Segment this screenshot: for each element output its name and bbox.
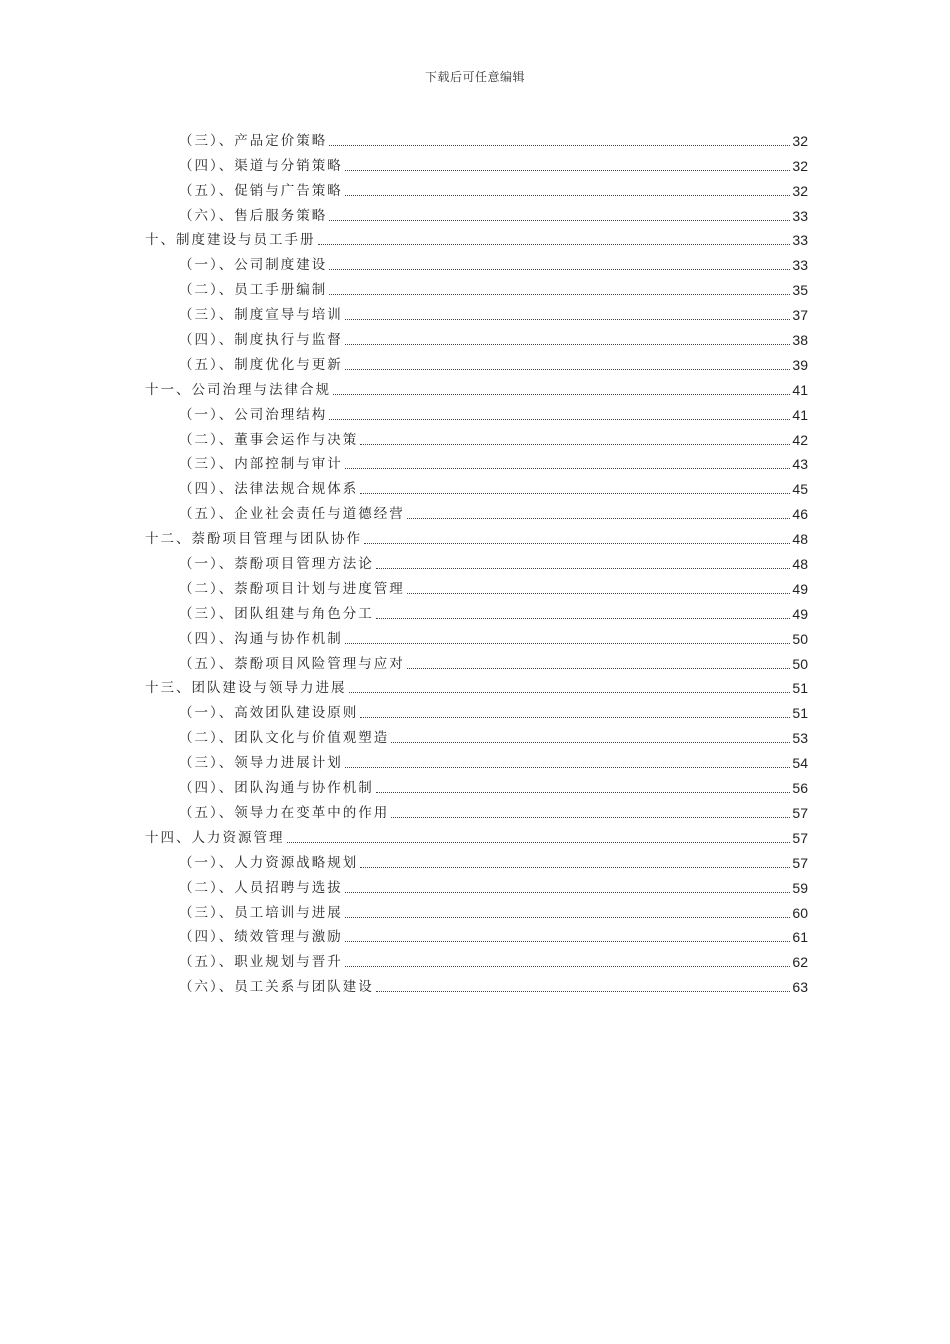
toc-entry-label: （四）、渠道与分销策略: [179, 157, 343, 174]
toc-dot-leader: [345, 170, 791, 171]
toc-entry-label: （五）、职业规划与晋升: [179, 954, 343, 971]
toc-dot-leader: [407, 518, 791, 519]
toc-page-number: 42: [792, 431, 808, 448]
toc-page-number: 51: [792, 705, 808, 722]
toc-section-entry[interactable]: [145, 150, 808, 175]
toc-section-entry[interactable]: [145, 299, 808, 324]
toc-page-number: 50: [792, 655, 808, 672]
toc-page-number: 45: [792, 481, 808, 498]
toc-dot-leader: [345, 643, 791, 644]
toc-dot-leader: [407, 668, 791, 669]
toc-entry-label: （三）、产品定价策略: [179, 132, 328, 149]
toc-chapter-entry[interactable]: [145, 374, 808, 399]
toc-section-entry[interactable]: [145, 797, 808, 822]
toc-page-number: 50: [792, 630, 808, 647]
toc-section-entry[interactable]: [145, 125, 808, 150]
toc-dot-leader: [345, 195, 791, 196]
toc-section-entry[interactable]: [145, 648, 808, 673]
toc-page-number: 48: [792, 556, 808, 573]
toc-dot-leader: [391, 742, 790, 743]
toc-entry-label: （三）、员工培训与进展: [179, 904, 343, 921]
toc-page-number: 48: [792, 531, 808, 548]
toc-dot-leader: [407, 593, 791, 594]
toc-entry-label: （六）、售后服务策略: [179, 207, 328, 224]
toc-entry-label: （五）、企业社会责任与道德经营: [179, 506, 405, 523]
toc-page-number: 51: [792, 680, 808, 697]
toc-page-number: 62: [792, 954, 808, 971]
toc-dot-leader: [345, 468, 791, 469]
toc-section-entry[interactable]: [145, 274, 808, 299]
toc-page-number: 41: [792, 406, 808, 423]
toc-dot-leader: [376, 568, 791, 569]
toc-dot-leader: [329, 269, 790, 270]
toc-chapter-entry[interactable]: [145, 673, 808, 698]
toc-dot-leader: [345, 917, 791, 918]
toc-page-number: 33: [792, 232, 808, 249]
toc-entry-label: （四）、绩效管理与激励: [179, 929, 343, 946]
toc-section-entry[interactable]: [145, 722, 808, 747]
toc-section-entry[interactable]: [145, 623, 808, 648]
toc-page-number: 35: [792, 282, 808, 299]
toc-dot-leader: [345, 941, 791, 942]
toc-section-entry[interactable]: [145, 473, 808, 498]
toc-page-number: 38: [792, 332, 808, 349]
toc-entry-label: （三）、制度宣导与培训: [179, 307, 343, 324]
toc-section-entry[interactable]: [145, 598, 808, 623]
toc-dot-leader: [287, 842, 791, 843]
toc-section-entry[interactable]: [145, 897, 808, 922]
toc-entry-label: （一）、人力资源战略规划: [179, 854, 359, 871]
toc-section-entry[interactable]: [145, 922, 808, 947]
toc-section-entry[interactable]: [145, 498, 808, 523]
toc-dot-leader: [360, 717, 790, 718]
toc-entry-label: （二）、萘酚项目计划与进度管理: [179, 580, 405, 597]
toc-dot-leader: [329, 419, 790, 420]
toc-entry-label: （一）、公司治理结构: [179, 406, 328, 423]
toc-page-number: 32: [792, 157, 808, 174]
toc-dot-leader: [364, 543, 790, 544]
toc-section-entry[interactable]: [145, 747, 808, 772]
toc-page-number: 32: [792, 182, 808, 199]
toc-page-number: 37: [792, 307, 808, 324]
toc-page-number: 53: [792, 730, 808, 747]
toc-entry-label: 十二、萘酚项目管理与团队协作: [145, 531, 362, 548]
toc-entry-label: （一）、公司制度建设: [179, 257, 328, 274]
toc-page-number: 56: [792, 780, 808, 797]
toc-dot-leader: [345, 344, 791, 345]
toc-page-number: 33: [792, 207, 808, 224]
toc-dot-leader: [376, 618, 791, 619]
toc-entry-label: 十、制度建设与员工手册: [145, 232, 316, 249]
toc-entry-label: （一）、高效团队建设原则: [179, 705, 359, 722]
toc-entry-label: （四）、法律法规合规体系: [179, 481, 359, 498]
toc-dot-leader: [345, 892, 791, 893]
toc-page-number: 61: [792, 929, 808, 946]
toc-chapter-entry[interactable]: [145, 822, 808, 847]
toc-section-entry[interactable]: [145, 399, 808, 424]
toc-entry-label: （二）、董事会运作与决策: [179, 431, 359, 448]
toc-dot-leader: [376, 792, 791, 793]
toc-page-number: 41: [792, 381, 808, 398]
toc-dot-leader: [376, 991, 791, 992]
toc-page-number: 39: [792, 356, 808, 373]
toc-page-number: 33: [792, 257, 808, 274]
toc-section-entry[interactable]: [145, 449, 808, 474]
toc-section-entry[interactable]: [145, 175, 808, 200]
toc-section-entry[interactable]: [145, 872, 808, 897]
toc-chapter-entry[interactable]: [145, 225, 808, 250]
toc-entry-label: （三）、领导力进展计划: [179, 755, 343, 772]
toc-entry-label: 十四、人力资源管理: [145, 829, 285, 846]
toc-section-entry[interactable]: [145, 697, 808, 722]
toc-entry-label: （四）、制度执行与监督: [179, 332, 343, 349]
toc-section-entry[interactable]: [145, 573, 808, 598]
toc-section-entry[interactable]: [145, 946, 808, 971]
toc-entry-label: （二）、团队文化与价值观塑造: [179, 730, 390, 747]
toc-page-number: 57: [792, 854, 808, 871]
toc-entry-label: （五）、领导力在变革中的作用: [179, 804, 390, 821]
toc-page-number: 49: [792, 580, 808, 597]
toc-section-entry[interactable]: [145, 200, 808, 225]
toc-entry-label: （二）、人员招聘与选拔: [179, 879, 343, 896]
toc-entry-label: （五）、制度优化与更新: [179, 356, 343, 373]
toc-section-entry[interactable]: [145, 424, 808, 449]
toc-entry-label: 十三、团队建设与领导力进展: [145, 680, 347, 697]
toc-entry-label: （三）、团队组建与角色分工: [179, 605, 374, 622]
toc-page-number: 59: [792, 879, 808, 896]
toc-page-number: 60: [792, 904, 808, 921]
toc-entry-label: （一）、萘酚项目管理方法论: [179, 556, 374, 573]
toc-page-number: 32: [792, 132, 808, 149]
toc-page-number: 43: [792, 456, 808, 473]
toc-dot-leader: [318, 244, 791, 245]
toc-dot-leader: [391, 817, 790, 818]
toc-dot-leader: [345, 369, 791, 370]
toc-entry-label: （二）、员工手册编制: [179, 282, 328, 299]
page-header: 下载后可任意编辑: [424, 70, 525, 84]
toc-page-number: 49: [792, 605, 808, 622]
toc-page-number: 57: [792, 804, 808, 821]
toc-dot-leader: [360, 444, 790, 445]
toc-page-number: 46: [792, 506, 808, 523]
toc-page-number: 63: [792, 979, 808, 996]
toc-section-entry[interactable]: [145, 548, 808, 573]
toc-entry-label: （三）、内部控制与审计: [179, 456, 343, 473]
toc-section-entry[interactable]: [145, 324, 808, 349]
toc-dot-leader: [345, 767, 791, 768]
toc-dot-leader: [360, 867, 790, 868]
toc-entry-label: （六）、员工关系与团队建设: [179, 979, 374, 996]
toc-dot-leader: [329, 145, 790, 146]
toc-dot-leader: [349, 692, 791, 693]
toc-dot-leader: [333, 394, 790, 395]
toc-section-entry[interactable]: [145, 349, 808, 374]
toc-section-entry[interactable]: [145, 249, 808, 274]
toc-dot-leader: [345, 966, 791, 967]
toc-dot-leader: [345, 319, 791, 320]
toc-dot-leader: [329, 294, 790, 295]
toc-chapter-entry[interactable]: [145, 523, 808, 548]
toc-dot-leader: [360, 493, 790, 494]
toc-entry-label: 十一、公司治理与法律合规: [145, 381, 331, 398]
toc-section-entry[interactable]: [145, 772, 808, 797]
toc-section-entry[interactable]: [145, 971, 808, 996]
toc-dot-leader: [329, 220, 790, 221]
table-of-contents: [145, 125, 808, 996]
toc-entry-label: （五）、萘酚项目风险管理与应对: [179, 655, 405, 672]
toc-entry-label: （五）、促销与广告策略: [179, 182, 343, 199]
toc-page-number: 57: [792, 829, 808, 846]
toc-entry-label: （四）、沟通与协作机制: [179, 630, 343, 647]
toc-page-number: 54: [792, 755, 808, 772]
toc-entry-label: （四）、团队沟通与协作机制: [179, 780, 374, 797]
toc-section-entry[interactable]: [145, 847, 808, 872]
